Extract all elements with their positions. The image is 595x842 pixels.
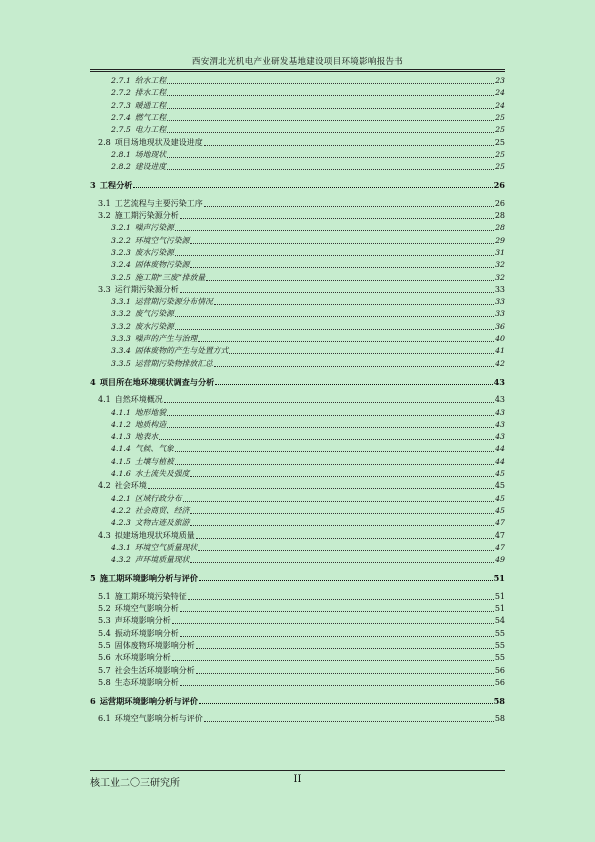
toc-entry-number: 5.6: [98, 653, 111, 663]
toc-entry-number: 4: [90, 376, 96, 387]
toc-dot-leader: [214, 365, 494, 367]
toc-dot-leader: [190, 475, 494, 477]
toc-dot-leader: [167, 131, 494, 133]
toc-entry-page: 45: [495, 505, 505, 515]
toc-dot-leader: [199, 579, 493, 581]
toc-entry-page: 43: [493, 376, 505, 387]
toc-dot-leader: [175, 450, 494, 452]
toc-entry[interactable]: [98, 530, 505, 541]
toc-entry[interactable]: [98, 480, 505, 491]
toc-entry-page: 32: [495, 272, 505, 282]
toc-entry-number: 2.7.5: [111, 125, 131, 135]
toc-entry-page: 45: [494, 481, 505, 491]
toc-dot-leader: [175, 254, 494, 256]
toc-entry[interactable]: [111, 161, 505, 172]
toc-entry-title: 环境空气污染源: [134, 235, 190, 245]
toc-entry-page: 26: [493, 180, 505, 191]
toc-dot-leader: [180, 684, 494, 686]
toc-entry-page: 56: [494, 677, 505, 687]
toc-entry-title: 环境空气影响分析与评价: [114, 714, 203, 724]
toc-entry-number: 6.1: [98, 714, 111, 724]
toc-entry-title: 气候、气象: [134, 444, 174, 454]
toc-entry-number: 5.8: [98, 677, 111, 687]
toc-entry[interactable]: [111, 308, 505, 319]
toc-entry-number: 5.4: [98, 628, 111, 638]
toc-entry[interactable]: [111, 468, 505, 479]
toc-entry-title: 施工期“三废”排放量: [134, 272, 206, 282]
toc-dot-leader: [190, 524, 494, 526]
toc-entry-number: 4.1.3: [111, 432, 131, 442]
toc-dot-leader: [164, 401, 494, 403]
toc-dot-leader: [167, 426, 494, 428]
toc-entry-page: 32: [495, 260, 505, 270]
toc-entry-number: 2.8.2: [111, 162, 131, 172]
toc-entry-title: 社会生活环境影响分析: [114, 665, 195, 675]
toc-entry-number: 3: [90, 180, 96, 191]
toc-entry-page: 55: [494, 653, 505, 663]
toc-entry-title: 项目所在地环境现状调查与分析: [99, 376, 215, 387]
toc-entry-page: 49: [495, 555, 505, 565]
toc-entry-page: 54: [494, 616, 505, 626]
toc-entry-title: 生态环境影响分析: [114, 677, 179, 687]
toc-entry-page: 36: [495, 321, 505, 331]
toc-entry-number: 4.3.2: [111, 555, 131, 565]
toc-entry-title: 自然环境概况: [114, 395, 163, 405]
toc-entry-number: 3.1: [98, 198, 111, 208]
toc-entry-number: 4.1.6: [111, 469, 131, 478]
toc-dot-leader: [167, 156, 494, 158]
toc-entry-title: 固体废物环境影响分析: [114, 640, 195, 650]
toc-dot-leader: [214, 303, 494, 305]
toc-entry-page: 43: [495, 407, 505, 417]
toc-entry-page: 25: [495, 149, 505, 159]
toc-entry-number: 3.3.2: [111, 309, 131, 319]
toc-entry-number: 4.2: [98, 481, 111, 491]
toc-entry-page: 33: [495, 297, 505, 307]
toc-entry-title: 声环境质量现状: [134, 555, 190, 565]
toc-entry-title: 施工期环境污染特征: [114, 591, 187, 601]
toc-entry[interactable]: [111, 542, 505, 553]
toc-entry[interactable]: [98, 628, 505, 639]
toc-entry-title: 运营期污染物排放汇总: [134, 358, 213, 368]
toc-dot-leader: [196, 672, 494, 674]
toc-entry[interactable]: [111, 296, 505, 307]
page-header-title: 西安渭北光机电产业研发基地建设项目环境影响报告书: [191, 57, 404, 67]
toc-entry[interactable]: [98, 284, 505, 295]
toc-entry[interactable]: [90, 376, 505, 387]
toc-dot-leader: [167, 119, 494, 121]
toc-entry[interactable]: [98, 652, 505, 663]
toc-entry[interactable]: [98, 591, 505, 602]
toc-entry-page: 51: [494, 591, 505, 601]
toc-entry-title: 项目场地现状及建设进度: [114, 137, 203, 147]
toc-entry[interactable]: [90, 572, 505, 583]
toc-dot-leader: [167, 94, 494, 96]
toc-entry-title: 运营期环境影响分析与评价: [99, 696, 198, 707]
toc-entry-page: 47: [494, 530, 505, 540]
toc-entry-title: 燃气工程: [134, 112, 167, 122]
toc-entry-title: 固体废物污染源: [134, 260, 190, 270]
toc-entry-number: 2.7.4: [111, 112, 131, 122]
toc-entry-number: 4.2.2: [111, 505, 131, 515]
toc-entry-page: 55: [494, 640, 505, 650]
toc-entry[interactable]: [111, 431, 505, 442]
toc-entry-number: 3.2.5: [111, 272, 131, 282]
toc-entry-title: 施工期环境影响分析与评价: [99, 573, 198, 584]
toc-entry-page: 33: [495, 309, 505, 319]
toc-entry-page: 24: [495, 100, 505, 110]
header-rule: [90, 69, 505, 72]
footer-page-number: II: [293, 774, 302, 785]
toc-entry-number: 5: [90, 573, 96, 584]
toc-entry-page: 56: [494, 665, 505, 675]
toc-entry[interactable]: [98, 394, 505, 405]
toc-entry-page: 58: [493, 696, 505, 707]
footer-rule: [90, 770, 505, 771]
toc-entry[interactable]: [98, 615, 505, 626]
toc-entry[interactable]: [98, 210, 505, 221]
toc-entry-title: 区域行政分布: [134, 493, 182, 503]
toc-entry-title: 运营期污染源分布情况: [134, 297, 213, 307]
toc-dot-leader: [148, 487, 494, 489]
toc-dot-leader: [190, 242, 494, 244]
toc-entry-title: 噪声污染源: [134, 223, 174, 233]
toc-entry-number: 3.2: [98, 211, 111, 220]
toc-entry-number: 3.3.1: [111, 297, 131, 307]
toc-entry-title: 电力工程: [134, 125, 167, 135]
toc-entry-title: 暖通工程: [134, 100, 167, 110]
toc-entry-number: 2.7.1: [111, 76, 131, 85]
toc-entry[interactable]: [111, 259, 505, 270]
toc-entry-title: 排水工程: [134, 88, 167, 98]
toc-dot-leader: [180, 291, 494, 293]
toc-entry-number: 3.2.1: [111, 223, 131, 233]
toc-dot-leader: [167, 168, 494, 170]
toc-entry-page: 47: [495, 518, 505, 528]
toc-entry[interactable]: [111, 87, 505, 98]
toc-entry-page: 42: [495, 358, 505, 368]
toc-dot-leader: [180, 610, 494, 612]
toc-entry-number: 4.1.4: [111, 444, 131, 454]
toc-entry[interactable]: [111, 321, 505, 332]
toc-entry-page: 26: [494, 198, 505, 208]
toc-entry[interactable]: [98, 640, 505, 651]
toc-entry-number: 5.1: [98, 591, 111, 601]
toc-entry-title: 运行期污染源分析: [114, 284, 179, 294]
toc-entry-page: 25: [495, 112, 505, 122]
toc-entry-title: 废气污染源: [134, 309, 174, 319]
toc-entry-title: 文物古迹及旅游: [134, 518, 190, 528]
toc-entry-number: 4.1: [98, 395, 111, 405]
toc-entry[interactable]: [111, 149, 505, 160]
toc-entry-page: 25: [495, 162, 505, 172]
toc-entry-page: 24: [495, 88, 505, 98]
toc-entry-page: 23: [495, 76, 505, 85]
toc-entry-title: 工艺流程与主要污染工序: [114, 198, 203, 208]
toc-entry-number: 4.2.1: [111, 493, 131, 503]
toc-dot-leader: [199, 702, 493, 704]
toc-entry-page: 51: [494, 604, 505, 613]
toc-entry-number: 3.3.4: [111, 346, 131, 356]
toc-entry[interactable]: [111, 235, 505, 246]
toc-entry-page: 31: [495, 247, 505, 257]
toc-entry[interactable]: [98, 198, 505, 209]
toc-dot-leader: [198, 340, 494, 342]
toc-entry[interactable]: [111, 345, 505, 356]
toc-entry[interactable]: [111, 358, 505, 369]
toc-entry[interactable]: [111, 517, 505, 528]
toc-entry-number: 5.5: [98, 640, 111, 650]
toc-entry[interactable]: [98, 677, 505, 688]
toc-entry-title: 给水工程: [134, 76, 167, 85]
toc-entry-title: 固体废物的产生与处置方式: [134, 346, 229, 356]
toc-dot-leader: [198, 549, 494, 551]
toc-entry[interactable]: [111, 554, 505, 565]
toc-dot-leader: [183, 500, 494, 502]
toc-dot-leader: [167, 414, 494, 416]
toc-entry-title: 施工期污染源分析: [114, 211, 179, 220]
toc-entry-number: 4.1.5: [111, 456, 131, 466]
toc-entry-number: 4.1.1: [111, 407, 131, 417]
toc-entry-page: 25: [494, 137, 505, 147]
toc-entry-number: 4.1.2: [111, 419, 131, 429]
toc-entry[interactable]: [111, 419, 505, 430]
toc-entry-title: 噪声的产生与治理: [134, 334, 198, 343]
toc-dot-leader: [190, 266, 494, 268]
toc-dot-leader: [167, 107, 494, 109]
toc-entry[interactable]: [111, 222, 505, 233]
toc-entry-page: 29: [495, 235, 505, 245]
toc-dot-leader: [175, 463, 494, 465]
toc-dot-leader: [188, 598, 494, 600]
toc-entry-page: 43: [495, 419, 505, 429]
toc-entry-number: 3.3.3: [111, 334, 131, 343]
toc-entry-title: 工程分析: [99, 180, 133, 191]
toc-entry-number: 5.3: [98, 616, 111, 626]
toc-entry-page: 43: [495, 432, 505, 442]
toc-entry-number: 4.3: [98, 530, 111, 540]
toc-entry-title: 场地现状: [134, 149, 167, 159]
toc-dot-leader: [229, 352, 494, 354]
toc-entry-title: 地形地貌: [134, 407, 167, 417]
toc-dot-leader: [175, 315, 494, 317]
toc-entry-title: 地表水: [134, 432, 159, 442]
toc-entry-page: 51: [493, 573, 505, 584]
toc-entry-number: 3.2.4: [111, 260, 131, 270]
toc-entry[interactable]: [111, 247, 505, 258]
toc-entry-page: 44: [495, 444, 505, 454]
toc-dot-leader: [172, 622, 494, 624]
footer-organization: 核工业二〇三研究所: [90, 778, 180, 789]
toc-entry-number: 3.3.5: [111, 358, 131, 368]
toc-entry-page: 25: [495, 125, 505, 135]
toc-entry-page: 28: [495, 223, 505, 233]
toc-entry-number: 3.3: [98, 284, 111, 294]
toc-entry-number: 4.2.3: [111, 518, 131, 528]
toc-entry-title: 水土流失及强度: [134, 469, 190, 478]
toc-dot-leader: [172, 659, 494, 661]
toc-entry-title: 废水污染源: [134, 247, 174, 257]
toc-entry[interactable]: [111, 124, 505, 135]
toc-entry-page: 28: [494, 211, 505, 220]
toc-dot-leader: [204, 144, 494, 146]
toc-dot-leader: [180, 217, 494, 219]
toc-entry-page: 55: [494, 628, 505, 638]
toc-entry[interactable]: [111, 333, 505, 344]
toc-entry[interactable]: [111, 505, 505, 516]
toc-entry-number: 3.2.2: [111, 235, 131, 245]
toc-dot-leader: [190, 512, 494, 514]
toc-entry-page: 47: [495, 542, 505, 552]
toc-entry[interactable]: [111, 443, 505, 454]
toc-entry-title: 环境空气质量现状: [134, 542, 198, 552]
toc-entry[interactable]: [90, 695, 505, 706]
toc-entry-number: 5.2: [98, 604, 111, 613]
toc-dot-leader: [175, 229, 494, 231]
toc-entry[interactable]: [98, 713, 505, 724]
toc-entry-page: 43: [494, 395, 505, 405]
toc-entry-number: 3.3.2: [111, 321, 131, 331]
toc-entry[interactable]: [111, 456, 505, 467]
toc-entry[interactable]: [111, 407, 505, 418]
toc-entry[interactable]: [98, 603, 505, 614]
toc-dot-leader: [196, 647, 494, 649]
toc-entry-number: 4.3.1: [111, 542, 131, 552]
toc-dot-leader: [215, 383, 492, 385]
toc-entry-title: 地质构造: [134, 419, 167, 429]
toc-entry-title: 拟建场地现状环境质量: [114, 530, 195, 540]
toc-entry[interactable]: [111, 493, 505, 504]
toc-entry[interactable]: [111, 112, 505, 123]
toc-entry-page: 40: [495, 334, 505, 343]
toc-entry[interactable]: [111, 75, 505, 86]
toc-entry-title: 声环境影响分析: [114, 616, 171, 626]
toc-entry-title: 水环境影响分析: [114, 653, 171, 663]
toc-dot-leader: [180, 635, 494, 637]
toc-entry-number: 2.8.1: [111, 149, 131, 159]
toc-entry[interactable]: [98, 137, 505, 148]
toc-entry-page: 44: [495, 456, 505, 466]
toc-dot-leader: [204, 205, 494, 207]
toc-entry-number: 6: [90, 696, 96, 707]
toc-dot-leader: [190, 561, 494, 563]
toc-entry-number: 2.7.3: [111, 100, 131, 110]
toc-entry-page: 58: [494, 714, 505, 724]
toc-entry-number: 5.7: [98, 665, 111, 675]
toc-entry-title: 土壤与植被: [134, 456, 174, 466]
toc-entry-number: 3.2.3: [111, 247, 131, 257]
toc-dot-leader: [133, 186, 492, 188]
toc-entry-page: 45: [495, 469, 505, 478]
toc-entry-title: 废水污染源: [134, 321, 174, 331]
toc-entry-page: 41: [495, 346, 505, 356]
toc-dot-leader: [167, 82, 494, 84]
toc-dot-leader: [196, 537, 494, 539]
toc-entry-title: 社会商贸、经济: [134, 505, 190, 515]
toc-entry[interactable]: [111, 272, 505, 283]
toc-entry-title: 社会环境: [114, 481, 147, 491]
toc-entry-number: 2.7.2: [111, 88, 131, 98]
toc-entry[interactable]: [111, 100, 505, 111]
toc-entry-title: 振动环境影响分析: [114, 628, 179, 638]
toc-dot-leader: [159, 438, 494, 440]
toc-entry-title: 建设进度: [134, 162, 167, 172]
toc-dot-leader: [206, 279, 494, 281]
toc-dot-leader: [204, 720, 494, 722]
toc-entry-title: 环境空气影响分析: [114, 604, 179, 613]
toc-entry-page: 33: [494, 284, 505, 294]
toc-entry[interactable]: [98, 665, 505, 676]
toc-entry-page: 45: [495, 493, 505, 503]
toc-dot-leader: [175, 328, 494, 330]
toc-entry[interactable]: [90, 179, 505, 190]
toc-entry-number: 2.8: [98, 137, 111, 147]
